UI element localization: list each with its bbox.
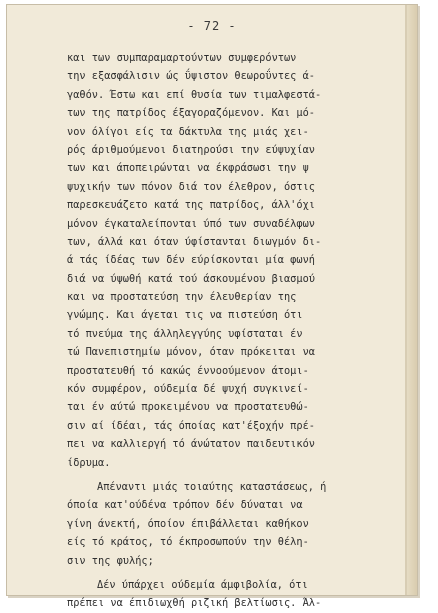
text-line: Δέν ύπάρχει ούδεμία άμφιβολία, ότι (97, 578, 308, 591)
page-number: - 72 - (187, 19, 237, 33)
text-line: των και άποπειρώνται να έκφράσωσι την ψ (67, 162, 309, 175)
text-line: σιν της φυλής; (67, 554, 154, 567)
text-line: Απέναντι μιάς τοιαύτης καταστάσεως, ή (97, 480, 327, 493)
text-line: ται έν αύτώ προκειμένου να προστατευθώ- (67, 401, 309, 414)
text-line: διά να ύψωθή κατά τού άσκουμένου βιασμού (67, 272, 315, 285)
text-line: νον όλίγοι είς τα δάκτυλα της μιάς χει- (67, 125, 309, 138)
text-line: παρεσκευάζετο κατά της πατρίδος, άλλ'όχι (67, 199, 315, 212)
page-body (67, 49, 397, 613)
page-fold-line (405, 5, 407, 595)
text-line: την εξασφάλισιν ώς ΰψιστον θεωροΰντες ά- (67, 70, 315, 83)
text-line: τό πνεύμα της άλληλεγγύης υφίσταται έν (67, 327, 303, 340)
text-line: πρέπει να έπιδιωχθή ριζική βελτίωσις. Άλ- (67, 597, 322, 610)
text-line: των της πατρίδος έξαγοραζόμενον. Και μό- (67, 107, 315, 120)
text-line: και των συμπαραμαρτούντων συμφερόντων (67, 52, 297, 64)
text-line: ίδρυμα. (67, 456, 111, 469)
text-line: ά τάς ίδέας των δέν εύρίσκονται μία φωνή (67, 254, 315, 267)
text-line: ρός άριθμούμενοι διατηρούσι την εύψυχίαν (67, 143, 315, 156)
text-line: γαθόν. Έστω και επί θυσία των τιμαλφεστά- (67, 88, 322, 101)
text-line: ψυχικήν των πόνον διά τον έλεθρον, όστις (67, 180, 315, 193)
text-line: πει να καλλιεργή τό άνώτατον παιδευτικόν (67, 438, 315, 451)
document-page (6, 4, 418, 610)
text-line: γίνη άνεκτή, όποίον έπιβάλλεται καθήκον (67, 517, 309, 530)
text-line: και να προστατεύση την έλευθερίαν της (67, 291, 297, 304)
text-line: μόνον έγκαταλείπονται ύπό των συναδέλφων (67, 217, 315, 230)
text-line: των, άλλά και όταν ύφίστανται διωγμόν δι- (67, 235, 322, 248)
text-line: σιν αί ίδέαι, τάς όποίας κατ'έξοχήν πρέ- (67, 419, 315, 432)
text-line: τώ Πανεπιστημίω μόνον, όταν πρόκειται να (67, 346, 315, 359)
text-line: γνώμης. Και άγεται τις να πιστεύση ότι (67, 309, 303, 322)
text-line: όποία κατ'ούδένα τρόπον δέν δύναται να (67, 499, 303, 512)
text-line: είς τό κράτος, τό έκπροσωπούν την θέλη- (67, 536, 309, 549)
page-edge (407, 5, 417, 595)
text-line: κόν συμφέρον, ούδεμία δέ ψυχή συγκινεί- (67, 383, 309, 396)
text-line: προστατευθή τό κακώς έννοούμενον άτομι- (67, 364, 309, 377)
